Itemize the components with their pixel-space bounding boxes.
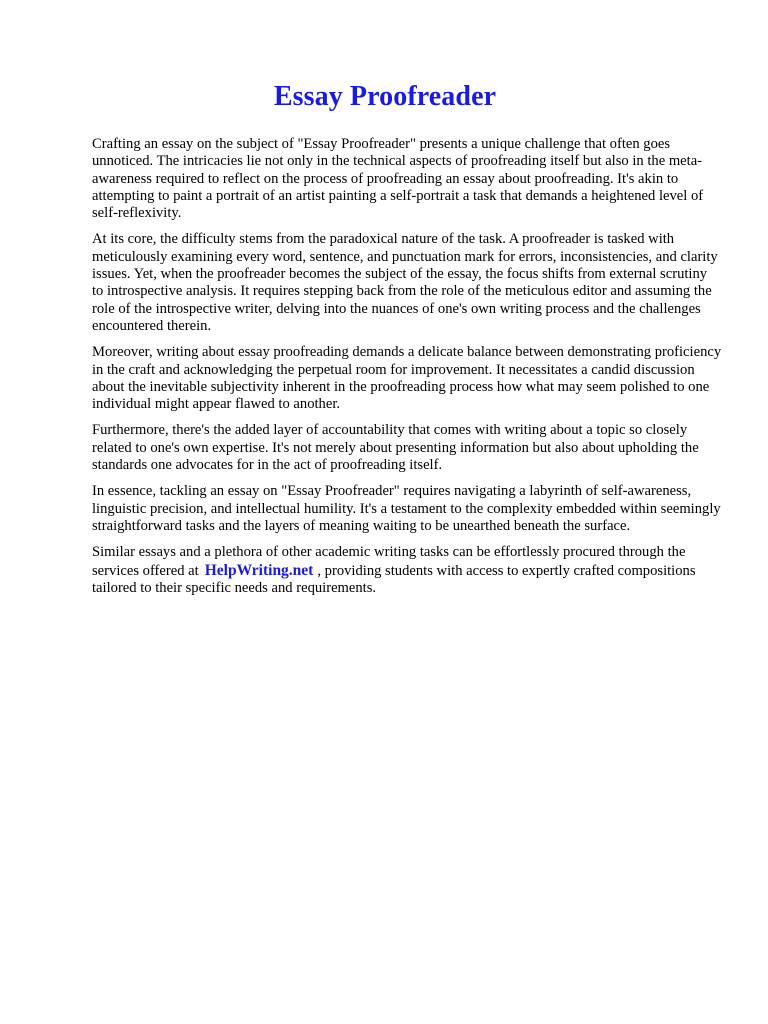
promotion-text-after: , providing students with access to expertly crafted compositions tailored to their specific needs and requirements. (92, 562, 696, 596)
paragraph-essence: In essence, tackling an essay on "Essay Proofreader" requires navigating a labyrinth of self-awareness, linguistic precision, and intellectual humility. It's a testament to the complexity embedded within seemingly straightforward tasks and the layers of meaning waiting to be unearthed beneath the surface. (92, 483, 721, 534)
promotion-text-before: Similar essays and a plethora of other academic writing tasks can be effortlessly procured through the services offered at (92, 544, 686, 579)
paragraph-balance: Moreover, writing about essay proofreading demands a delicate balance between demonstrating proficiency in the craft and acknowledging the perpetual room for improvement. It necessitates a candid discussion about the inevitable subjectivity inherent in the proofreading process how what may seem polished to one individual might appear flawed to another. (92, 344, 722, 413)
helpwriting-link[interactable]: HelpWriting.net (204, 561, 314, 579)
page-title: Essay Proofreader (273, 81, 497, 112)
paragraph-accountability: Furthermore, there's the added layer of accountability that comes with writing about a topic so closely related to one's own expertise. It's not merely about presenting information but also about upholding the standards one advocates for in the act of proofreading itself. (92, 422, 699, 474)
paragraph-promotion (92, 544, 722, 597)
paragraph-intro: Crafting an essay on the subject of "Essay Proofreader" presents a unique challenge that often goes unnoticed. The intricacies lie not only in the technical aspects of proofreading itself but also in the meta-awareness required to reflect on the process of proofreading an essay about proofreading. It's akin to attempting to paint a portrait of an artist painting a self-portrait a task that demands a heightened level of self-reflexivity. (92, 136, 704, 222)
paragraph-core-difficulty: At its core, the difficulty stems from the paradoxical nature of the task. A proofreader is tasked with meticulously examining every word, sentence, and punctuation mark for errors, inconsistencies, and clarity issues. Yet, when the proofreader becomes the subject of the essay, the focus shifts from external scrutiny to introspective analysis. It requires stepping back from the role of the meticulous editor and assuming the role of the introspective writer, delving into the nuances of one's own writing process and the challenges encountered therein. (92, 231, 718, 334)
